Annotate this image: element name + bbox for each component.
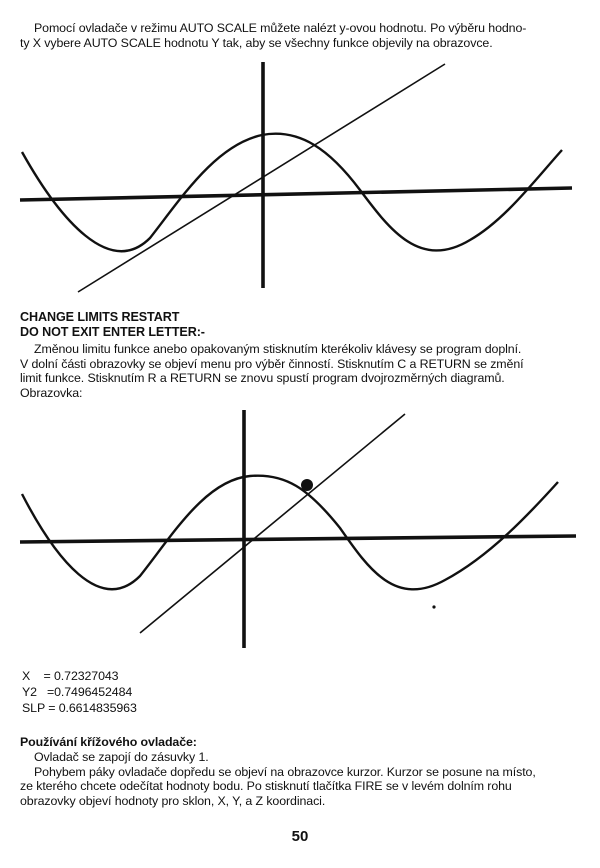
graph-auto-scale (0, 60, 600, 295)
menu-text (20, 310, 205, 340)
intro-line-1: Pomocí ovladače v režimu AUTO SCALE můžete nalézt y-ovou hodnotu. Po výběru hodno- (34, 21, 527, 35)
stray-dot (432, 605, 435, 608)
menu-line-2: DO NOT EXIT ENTER LETTER:- (20, 325, 205, 339)
value-y2: Y2 =0.7496452484 (22, 685, 133, 699)
para2-line-3: limit funkce. Stisknutím R a RETURN se znovu spustí program dvojrozměrných diagramů. (20, 371, 505, 386)
para3-line-1: Ovladač se zapojí do zásuvky 1. (34, 750, 209, 764)
para3-line-3: ze kterého chcete odečítat hodnoty bodu. Po stisknutí tlačítka FIRE se v levém dolním rohu (20, 779, 512, 794)
graph1-x-axis (20, 188, 572, 200)
joystick-paragraph (20, 750, 588, 808)
change-limits-paragraph (20, 342, 585, 400)
cursor-point (301, 479, 313, 491)
graph-cursor (0, 408, 600, 653)
para3-line-4: obrazovky objeví hodnoty pro sklon, X, Y, a Z koordinaci. (20, 793, 326, 808)
para2-line-1: Změnou limitu funkce anebo opakovaným stisknutím kterékoliv klávesy se program doplní. (34, 342, 522, 356)
readout-values (22, 668, 137, 716)
joystick-heading: Používání křížového ovladače: (20, 735, 197, 749)
value-slp: SLP = 0.6614835963 (22, 701, 137, 715)
menu-line-1: CHANGE LIMITS RESTART (20, 310, 180, 324)
para3-line-2: Pohybem páky ovladače dopředu se objeví na obrazovce kurzor. Kurzor se posune na místo, (34, 764, 536, 779)
graph2-x-axis (20, 536, 576, 542)
para2-line-4: Obrazovka: (20, 385, 83, 400)
page-number: 50 (291, 828, 309, 845)
value-x: X = 0.72327043 (22, 669, 119, 683)
graph2-sine-curve (22, 476, 558, 590)
intro-paragraph (20, 21, 580, 50)
intro-line-2: ty X vybere AUTO SCALE hodnotu Y tak, aby se všechny funkce objevily na obrazovce. (20, 35, 493, 50)
para2-line-2: V dolní části obrazovky se objeví menu pro výběr činností. Stisknutím C a RETURN se změní (20, 356, 524, 371)
